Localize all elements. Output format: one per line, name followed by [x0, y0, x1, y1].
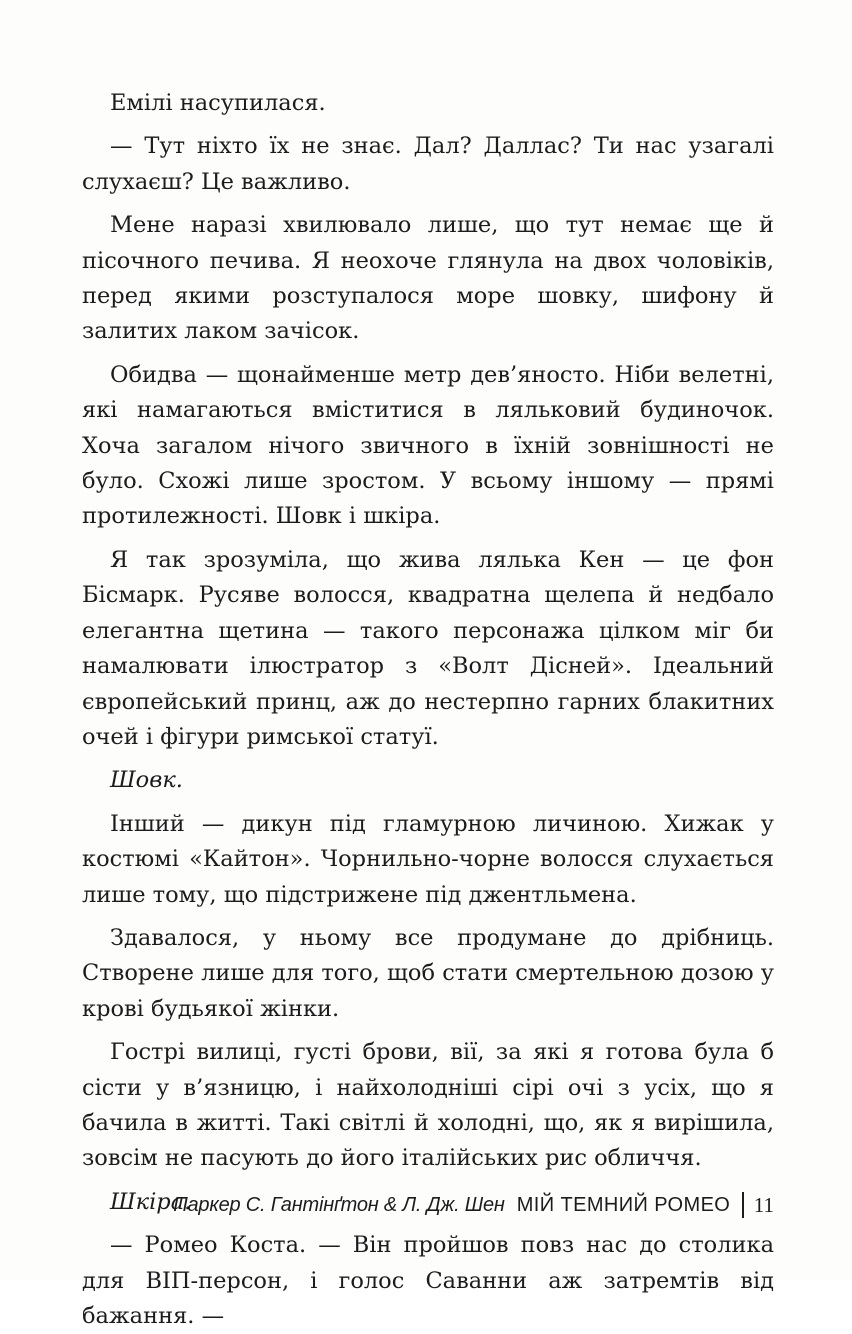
paragraph-3: Мене наразі хвилювало лише, що тут немає ще й пісочного печива. Я неохоче глянула на двох чоловіків, перед якими розступалося море шовку, шифону й залитих лаком зачісок.	[82, 212, 774, 345]
paragraph-2: — Тут ніхто їх не знає. Дал? Даллас? Ти нас узагалі слухаєш? Це важливо.	[82, 133, 774, 195]
footer-authors: Паркер С. Гантінґтон & Л. Дж. Шен	[173, 1193, 505, 1216]
paragraph-7: Інший — дикун під гламурною личиною. Хижак у костюмі «Кайтон». Чорнильно-чорне волосся слухається лише тому, що підстрижене під джентльмена.	[82, 810, 774, 908]
paragraph-8: Здавалося, у ньому все продумане до дрібниць. Створене лише для того, щоб стати смертельною дозою у крові будьякої жінки.	[82, 924, 774, 1022]
paragraph-5: Я так зрозуміла, що жива лялька Кен — це фон Бісмарк. Русяве волосся, квадратна щелепа й недбало елегантна щетина — такого персонажа цілком міг би намалювати ілюстратор з «Волт Дісней». Ідеальний європейський принц, аж до нестерпно гарних блакитних очей і фігури римської статуї.	[82, 546, 774, 750]
paragraph-11: — Ромео Коста. — Він пройшов повз нас до столика для ВІП-персон, і голос Саванни аж затремтів від бажання. —	[82, 1232, 774, 1329]
paragraph-1: Емілі насупилася.	[110, 90, 326, 116]
paragraph-9: Гострі вилиці, густі брови, вії, за які я готова була б сісти у в’язницю, і найхолодніші сірі очі з усіх, що я бачила в житті. Такі світлі й холодні, що, як я вирішила, зовсім не пасують до його італійських рис обличчя.	[82, 1039, 774, 1172]
paragraph-6-silk: Шовк.	[110, 767, 183, 794]
paragraph-10-leather: Шкіра.	[110, 1188, 192, 1215]
body-text	[82, 86, 774, 1334]
footer-book-title: МІЙ ТЕМНИЙ РОМЕО	[516, 1193, 731, 1216]
paragraph-4: Обидва — щонайменше метр дев’яносто. Ніби велетні, які намагаються вміститися в ляльковий будиночок. Хоча загалом нічого звичного в їхній зовнішності не було. Схожі лише зростом. У всьому іншому — прямі протилежності. Шовк і шкіра.	[82, 361, 774, 530]
page-number: 11	[753, 1192, 774, 1217]
page-footer	[173, 1192, 774, 1218]
footer-divider	[742, 1192, 744, 1218]
